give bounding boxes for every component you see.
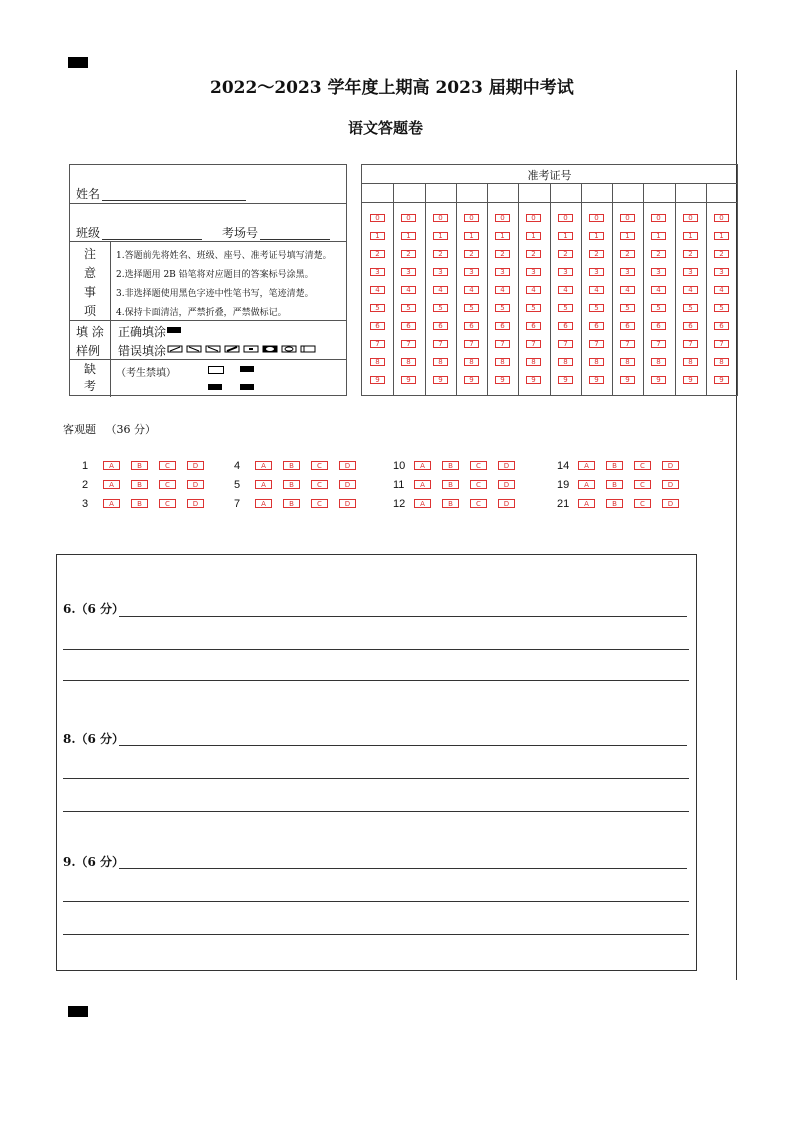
exam-id-bubble[interactable]: 5 <box>651 304 666 312</box>
objective-option-bubble[interactable]: C <box>470 499 487 508</box>
exam-id-bubble[interactable]: 5 <box>370 304 385 312</box>
exam-id-bubble[interactable]: 4 <box>714 286 729 294</box>
exam-id-bubble[interactable]: 0 <box>558 214 573 222</box>
objective-question-number: 14 <box>557 460 570 472</box>
objective-option-bubble[interactable]: B <box>442 480 459 489</box>
exam-id-bubble[interactable]: 2 <box>620 250 635 258</box>
objective-question-number: 2 <box>82 479 89 491</box>
objective-option-bubble[interactable]: D <box>187 480 204 489</box>
exam-id-bubble[interactable]: 7 <box>464 340 479 348</box>
exam-id-digit-box[interactable] <box>551 184 580 201</box>
exam-id-bubble[interactable]: 7 <box>683 340 698 348</box>
exam-id-bubble[interactable]: 1 <box>401 232 416 240</box>
exam-id-bubble[interactable]: 1 <box>683 232 698 240</box>
exam-id-bubble[interactable]: 4 <box>464 286 479 294</box>
exam-id-bubble[interactable]: 4 <box>558 286 573 294</box>
objective-option-bubble[interactable]: C <box>311 480 328 489</box>
objective-option-bubble[interactable]: D <box>662 480 679 489</box>
objective-option-bubble[interactable]: C <box>159 461 176 470</box>
exam-id-bubble[interactable]: 7 <box>370 340 385 348</box>
objective-option-bubble[interactable]: B <box>131 480 148 489</box>
absent-heading: 缺 考 <box>84 362 97 393</box>
objective-option-bubble[interactable]: A <box>414 480 431 489</box>
exam-id-bubble[interactable]: 3 <box>589 268 604 276</box>
objective-option-bubble[interactable]: A <box>578 461 595 470</box>
objective-question-number: 7 <box>234 498 241 510</box>
objective-label: 客观题 <box>63 423 96 436</box>
exam-id-column-divider <box>612 183 613 395</box>
objective-option-bubble[interactable]: D <box>187 461 204 470</box>
exam-id-bubble[interactable]: 8 <box>401 358 416 366</box>
exam-id-bubble[interactable]: 1 <box>433 232 448 240</box>
exam-id-bubble[interactable]: 4 <box>495 286 510 294</box>
objective-option-bubble[interactable]: D <box>187 499 204 508</box>
exam-id-bubble[interactable]: 1 <box>651 232 666 240</box>
exam-id-digit-box[interactable] <box>426 184 455 201</box>
exam-id-bubble[interactable]: 7 <box>495 340 510 348</box>
objective-option-bubble[interactable]: A <box>103 499 120 508</box>
exam-id-column-divider <box>393 183 394 395</box>
exam-id-column-divider <box>456 183 457 395</box>
exam-id-bubble[interactable]: 2 <box>589 250 604 258</box>
objective-score: （36 分） <box>105 423 156 436</box>
answer-line[interactable] <box>119 616 687 617</box>
objective-option-bubble[interactable]: C <box>311 499 328 508</box>
objective-question-number: 1 <box>82 460 89 472</box>
exam-id-bubble[interactable]: 9 <box>464 376 479 384</box>
answer-line[interactable] <box>119 745 687 746</box>
objective-option-bubble[interactable]: D <box>498 499 515 508</box>
exam-id-bubble[interactable]: 7 <box>401 340 416 348</box>
fill-heading: 填 涂 样例 <box>76 325 104 358</box>
objective-option-bubble[interactable]: B <box>131 461 148 470</box>
exam-id-digit-box[interactable] <box>613 184 642 201</box>
exam-id-bubble[interactable]: 3 <box>714 268 729 276</box>
answer-line[interactable] <box>63 811 689 812</box>
name-label: 姓名 <box>76 187 101 201</box>
correct-fill-sample <box>167 327 181 333</box>
notice-heading: 注 意 事 项 <box>84 247 97 318</box>
exam-id-bubble[interactable]: 7 <box>589 340 604 348</box>
answer-line[interactable] <box>63 934 689 935</box>
exam-id-bubble[interactable]: 7 <box>433 340 448 348</box>
exam-id-bubble[interactable]: 0 <box>464 214 479 222</box>
exam-id-bubble[interactable]: 1 <box>620 232 635 240</box>
exam-id-bubble[interactable]: 0 <box>495 214 510 222</box>
objective-question-number: 3 <box>82 498 89 510</box>
exam-id-bubble[interactable]: 9 <box>558 376 573 384</box>
notice-item: 3.非选择题使用黑色字迹中性笔书写，笔迹清楚。 <box>116 289 314 299</box>
exam-id-bubble[interactable]: 2 <box>401 250 416 258</box>
exam-id-bubble[interactable]: 1 <box>370 232 385 240</box>
objective-option-bubble[interactable]: C <box>470 480 487 489</box>
exam-id-bubble[interactable]: 4 <box>401 286 416 294</box>
exam-id-bubble[interactable]: 3 <box>620 268 635 276</box>
exam-id-bubble[interactable]: 3 <box>433 268 448 276</box>
exam-id-bubble[interactable]: 0 <box>683 214 698 222</box>
objective-option-bubble[interactable]: D <box>339 480 356 489</box>
timing-mark-top <box>68 57 88 68</box>
objective-option-bubble[interactable]: B <box>283 499 300 508</box>
exam-id-column-divider <box>425 183 426 395</box>
objective-option-bubble[interactable]: B <box>283 480 300 489</box>
exam-id-bubble[interactable]: 3 <box>683 268 698 276</box>
exam-id-bubble[interactable]: 9 <box>526 376 541 384</box>
absent-note: （考生禁填） <box>116 368 176 379</box>
exam-id-bubble[interactable]: 3 <box>495 268 510 276</box>
objective-option-bubble[interactable]: C <box>470 461 487 470</box>
answer-line[interactable] <box>63 680 689 681</box>
exam-id-bubble[interactable]: 4 <box>526 286 541 294</box>
exam-id-bubble[interactable]: 8 <box>589 358 604 366</box>
exam-id-column-divider <box>550 183 551 395</box>
exam-id-column-divider <box>581 183 582 395</box>
objective-option-bubble[interactable]: D <box>339 499 356 508</box>
exam-id-bubble[interactable]: 2 <box>714 250 729 258</box>
exam-id-bubble[interactable]: 2 <box>495 250 510 258</box>
absent-mark <box>240 384 254 390</box>
exam-id-bubble[interactable]: 8 <box>433 358 448 366</box>
objective-option-bubble[interactable]: A <box>255 499 272 508</box>
notice-item: 1.答题前先将姓名、班级、座号、准考证号填写清楚。 <box>116 251 332 261</box>
exam-id-bubble[interactable]: 7 <box>714 340 729 348</box>
exam-id-bubble[interactable]: 3 <box>558 268 573 276</box>
exam-id-digit-box[interactable] <box>363 184 392 201</box>
room-field[interactable] <box>260 224 330 240</box>
exam-id-digit-box[interactable] <box>676 184 705 201</box>
exam-id-bubble[interactable]: 9 <box>651 376 666 384</box>
name-field[interactable] <box>102 185 246 201</box>
exam-id-bubble[interactable]: 6 <box>589 322 604 330</box>
exam-id-bubble[interactable]: 5 <box>495 304 510 312</box>
exam-id-bubble[interactable]: 6 <box>683 322 698 330</box>
exam-id-bubble[interactable]: 7 <box>651 340 666 348</box>
exam-id-bubble[interactable]: 5 <box>714 304 729 312</box>
objective-option-bubble[interactable]: B <box>442 461 459 470</box>
exam-id-bubble[interactable]: 8 <box>683 358 698 366</box>
exam-id-digit-box[interactable] <box>488 184 517 201</box>
exam-id-bubble[interactable]: 6 <box>495 322 510 330</box>
exam-id-bubble[interactable]: 4 <box>589 286 604 294</box>
exam-id-digit-box[interactable] <box>582 184 611 201</box>
exam-id-bubble[interactable]: 6 <box>464 322 479 330</box>
objective-option-bubble[interactable]: A <box>255 480 272 489</box>
exam-id-bubble[interactable]: 9 <box>433 376 448 384</box>
exam-id-bubble[interactable]: 4 <box>651 286 666 294</box>
exam-id-bubble[interactable]: 8 <box>526 358 541 366</box>
objective-question-number: 21 <box>557 498 570 510</box>
exam-id-bubble[interactable]: 6 <box>620 322 635 330</box>
exam-id-bubble[interactable]: 4 <box>433 286 448 294</box>
exam-id-bubble[interactable]: 2 <box>370 250 385 258</box>
info-box <box>69 164 347 396</box>
exam-id-bubble[interactable]: 0 <box>401 214 416 222</box>
wrong-fill-label: 错误填涂 <box>118 344 167 358</box>
exam-id-bubble[interactable]: 2 <box>464 250 479 258</box>
exam-id-bubble[interactable]: 2 <box>558 250 573 258</box>
exam-id-digit-box[interactable] <box>707 184 736 201</box>
exam-id-bubble[interactable]: 2 <box>683 250 698 258</box>
objective-option-bubble[interactable]: D <box>662 461 679 470</box>
exam-id-bubble[interactable]: 7 <box>526 340 541 348</box>
objective-option-bubble[interactable]: D <box>498 480 515 489</box>
objective-option-bubble[interactable]: B <box>606 499 623 508</box>
answer-line[interactable] <box>63 649 689 650</box>
exam-id-bubble[interactable]: 0 <box>714 214 729 222</box>
exam-id-bubble[interactable]: 2 <box>651 250 666 258</box>
timing-mark-bottom <box>68 1006 88 1017</box>
objective-header <box>63 421 156 437</box>
question-6-label: 6.（6 分） <box>63 602 125 616</box>
class-label: 班级 <box>76 226 101 240</box>
exam-id-bubble[interactable]: 6 <box>558 322 573 330</box>
exam-id-box <box>361 164 738 396</box>
objective-option-bubble[interactable]: D <box>498 461 515 470</box>
exam-id-bubble[interactable]: 1 <box>589 232 604 240</box>
exam-id-column-divider <box>706 183 707 395</box>
exam-id-bubble[interactable]: 4 <box>620 286 635 294</box>
question-8-label: 8.（6 分） <box>63 732 125 746</box>
objective-option-bubble[interactable]: B <box>606 480 623 489</box>
objective-option-bubble[interactable]: C <box>634 499 651 508</box>
wrong-fill-samples <box>167 345 319 355</box>
exam-id-bubble[interactable]: 5 <box>526 304 541 312</box>
exam-id-bubble[interactable]: 8 <box>495 358 510 366</box>
notice-item: 2.选择题用 2B 铅笔将对应题目的答案标号涂黑。 <box>116 270 314 280</box>
exam-id-bubble[interactable]: 5 <box>433 304 448 312</box>
exam-id-bubble[interactable]: 1 <box>526 232 541 240</box>
exam-id-bubble[interactable]: 3 <box>370 268 385 276</box>
answer-line[interactable] <box>63 901 689 902</box>
exam-id-bubble[interactable]: 7 <box>620 340 635 348</box>
absent-mark <box>208 384 222 390</box>
room-label: 考场号 <box>222 226 259 240</box>
exam-id-bubble[interactable]: 4 <box>370 286 385 294</box>
exam-id-bubble[interactable]: 0 <box>370 214 385 222</box>
exam-id-bubble[interactable]: 6 <box>651 322 666 330</box>
objective-option-bubble[interactable]: A <box>578 480 595 489</box>
exam-id-bubble[interactable]: 6 <box>370 322 385 330</box>
exam-id-column-divider <box>518 183 519 395</box>
objective-option-bubble[interactable]: A <box>578 499 595 508</box>
exam-id-bubble[interactable]: 6 <box>433 322 448 330</box>
objective-question-number: 10 <box>393 460 406 472</box>
page-title: 2022～2023 学年度上期高 2023 届期中考试 <box>210 78 574 98</box>
objective-option-bubble[interactable]: B <box>442 499 459 508</box>
exam-id-column-divider <box>675 183 676 395</box>
exam-id-bubble[interactable]: 7 <box>558 340 573 348</box>
exam-id-bubble[interactable]: 8 <box>558 358 573 366</box>
exam-id-column-divider <box>487 183 488 395</box>
exam-id-digit-box[interactable] <box>644 184 673 201</box>
exam-id-bubble[interactable]: 8 <box>651 358 666 366</box>
objective-question-number: 19 <box>557 479 570 491</box>
objective-question-number: 11 <box>393 479 405 491</box>
exam-id-digit-box[interactable] <box>519 184 548 201</box>
objective-option-bubble[interactable]: C <box>159 499 176 508</box>
objective-option-bubble[interactable]: A <box>414 461 431 470</box>
notice-item: 4.保持卡面清洁，严禁折叠，严禁做标记。 <box>116 308 287 318</box>
exam-id-bubble[interactable]: 2 <box>433 250 448 258</box>
objective-option-bubble[interactable]: B <box>283 461 300 470</box>
objective-option-bubble[interactable]: A <box>414 499 431 508</box>
exam-id-bubble[interactable]: 9 <box>589 376 604 384</box>
class-field[interactable] <box>102 224 202 240</box>
absent-checkbox[interactable] <box>208 366 224 374</box>
objective-option-bubble[interactable]: D <box>662 499 679 508</box>
exam-id-bubble[interactable]: 3 <box>526 268 541 276</box>
absent-mark <box>240 366 254 372</box>
exam-id-bubble[interactable]: 1 <box>495 232 510 240</box>
exam-id-bubble[interactable]: 0 <box>651 214 666 222</box>
exam-id-bubble[interactable]: 0 <box>589 214 604 222</box>
objective-option-bubble[interactable]: B <box>606 461 623 470</box>
objective-question-number: 12 <box>393 498 406 510</box>
exam-id-bubble[interactable]: 4 <box>683 286 698 294</box>
objective-question-number: 4 <box>234 460 241 472</box>
page-subtitle: 语文答题卷 <box>348 119 424 137</box>
exam-id-column-divider <box>643 183 644 395</box>
exam-id-bubble[interactable]: 8 <box>620 358 635 366</box>
objective-option-bubble[interactable]: A <box>255 461 272 470</box>
exam-id-bubble[interactable]: 3 <box>401 268 416 276</box>
exam-id-bubble[interactable]: 6 <box>526 322 541 330</box>
exam-id-bubble[interactable]: 9 <box>370 376 385 384</box>
exam-id-bubble[interactable]: 5 <box>464 304 479 312</box>
exam-id-bubble[interactable]: 5 <box>558 304 573 312</box>
objective-option-bubble[interactable]: C <box>311 461 328 470</box>
exam-id-bubble[interactable]: 5 <box>401 304 416 312</box>
exam-id-label: 准考证号 <box>527 169 572 182</box>
answer-line[interactable] <box>119 868 687 869</box>
exam-id-bubble[interactable]: 1 <box>464 232 479 240</box>
exam-id-bubble[interactable]: 1 <box>714 232 729 240</box>
exam-id-digit-box[interactable] <box>394 184 423 201</box>
exam-id-digit-box[interactable] <box>457 184 486 201</box>
exam-id-bubble[interactable]: 8 <box>370 358 385 366</box>
exam-id-bubble[interactable]: 5 <box>620 304 635 312</box>
objective-option-bubble[interactable]: C <box>159 480 176 489</box>
objective-option-bubble[interactable]: B <box>131 499 148 508</box>
question-9-label: 9.（6 分） <box>63 855 125 869</box>
objective-question-number: 5 <box>234 479 241 491</box>
exam-id-bubble[interactable]: 1 <box>558 232 573 240</box>
exam-id-bubble[interactable]: 9 <box>620 376 635 384</box>
exam-id-bubble[interactable]: 8 <box>714 358 729 366</box>
objective-option-bubble[interactable]: A <box>103 461 120 470</box>
exam-id-bubble[interactable]: 3 <box>464 268 479 276</box>
exam-id-bubble[interactable]: 8 <box>464 358 479 366</box>
exam-id-bubble[interactable]: 3 <box>651 268 666 276</box>
exam-id-bubble[interactable]: 2 <box>526 250 541 258</box>
objective-option-bubble[interactable]: C <box>634 480 651 489</box>
subjective-box <box>56 554 697 971</box>
exam-id-bubble[interactable]: 0 <box>526 214 541 222</box>
exam-id-bubble[interactable]: 0 <box>433 214 448 222</box>
exam-id-bubble[interactable]: 5 <box>589 304 604 312</box>
objective-option-bubble[interactable]: C <box>634 461 651 470</box>
notice-list <box>116 247 332 323</box>
objective-option-bubble[interactable]: D <box>339 461 356 470</box>
answer-line[interactable] <box>63 778 689 779</box>
exam-id-bubble[interactable]: 9 <box>683 376 698 384</box>
exam-id-bubble[interactable]: 6 <box>401 322 416 330</box>
exam-id-bubble[interactable]: 9 <box>495 376 510 384</box>
objective-option-bubble[interactable]: A <box>103 480 120 489</box>
exam-id-bubble[interactable]: 0 <box>620 214 635 222</box>
exam-id-bubble[interactable]: 6 <box>714 322 729 330</box>
exam-id-bubble[interactable]: 9 <box>401 376 416 384</box>
exam-id-bubble[interactable]: 5 <box>683 304 698 312</box>
exam-id-bubble[interactable]: 9 <box>714 376 729 384</box>
correct-fill-label: 正确填涂 <box>118 325 167 339</box>
